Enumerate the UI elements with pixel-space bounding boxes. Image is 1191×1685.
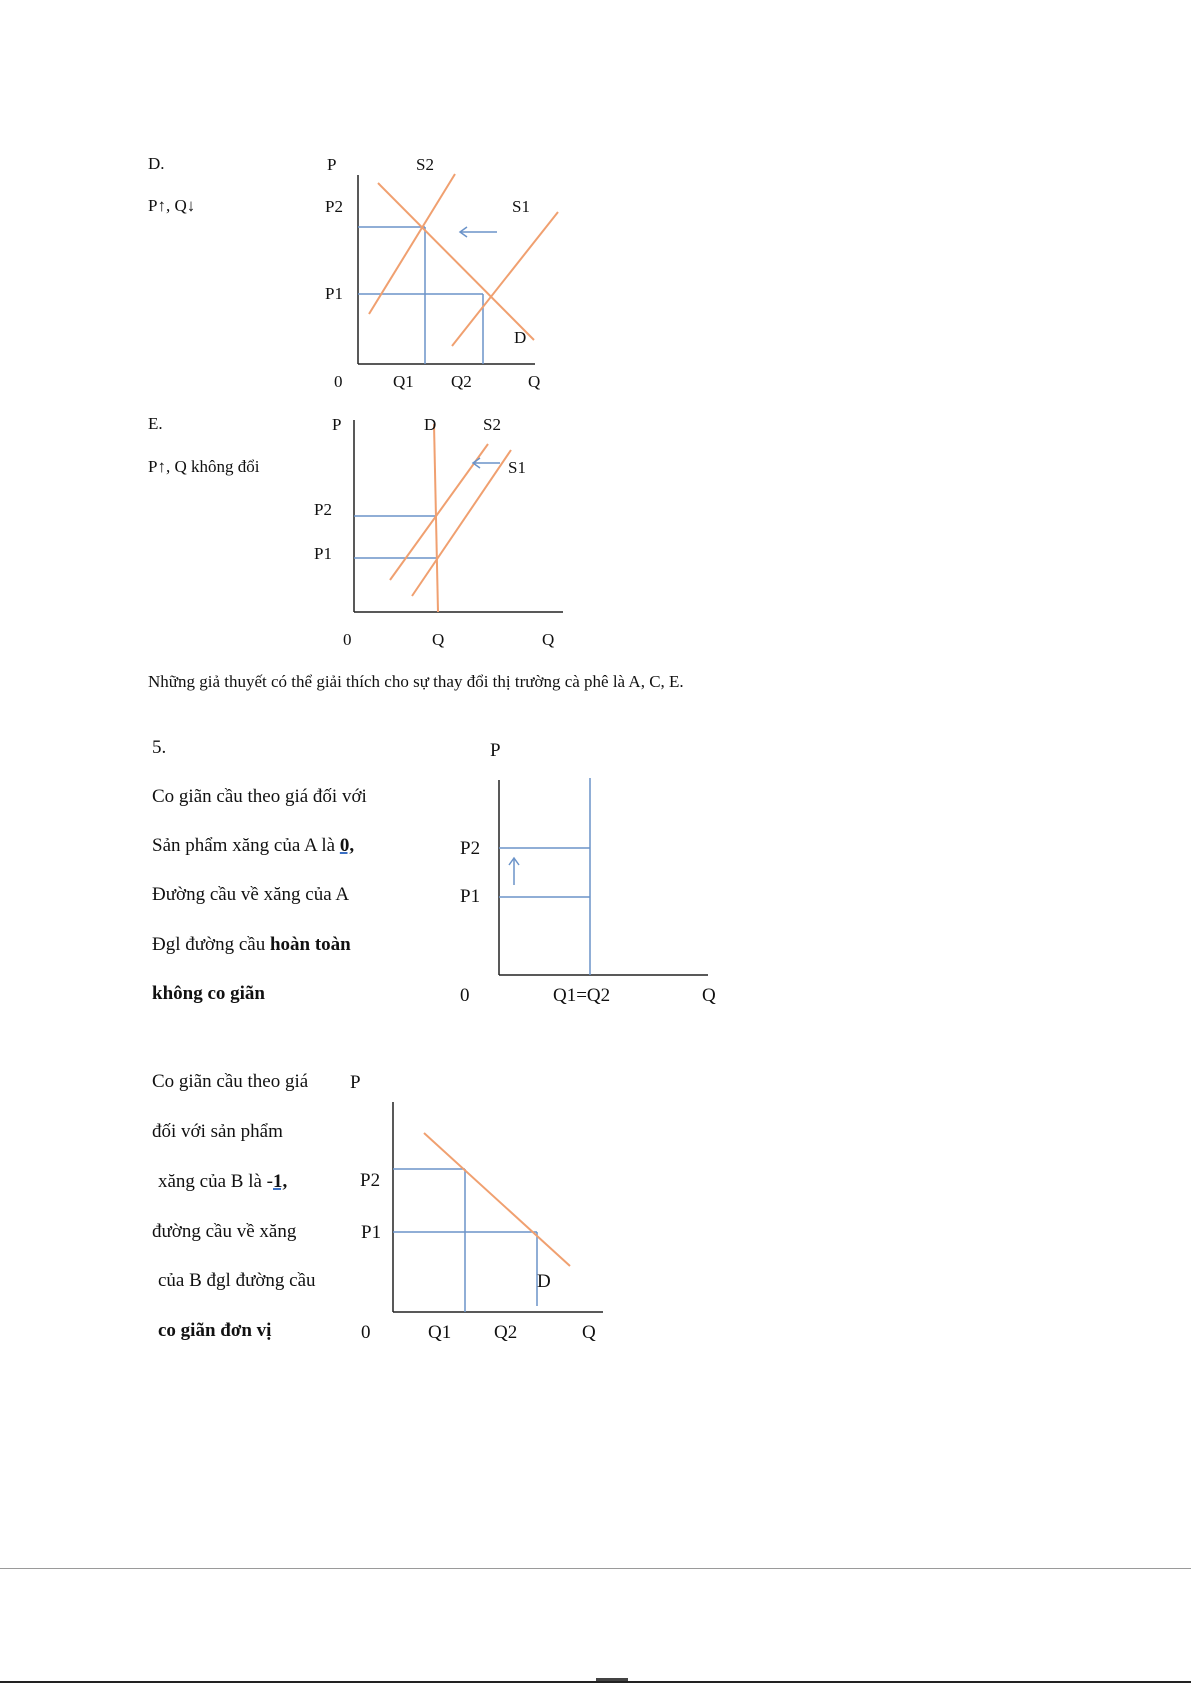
q5b-origin-label: 0 [361, 1322, 371, 1343]
q5b-line2: đối với sản phẩm [152, 1121, 283, 1142]
d-q-axis-label: Q [528, 372, 541, 391]
q5a-q-label: Q1=Q2 [553, 985, 611, 1006]
q5b-d-label: D [537, 1271, 551, 1292]
e-d-label: D [424, 415, 437, 434]
q5b-elasticity-value: 1, [273, 1171, 288, 1192]
q5a-line2-prefix: Sản phẩm xăng của A là [152, 835, 340, 856]
q5a-line3: Đường cầu về xăng của A [152, 884, 350, 905]
e-s2-label: S2 [483, 415, 501, 434]
q5a-p-axis-label: P [490, 740, 501, 761]
q5a-p2-label: P2 [460, 838, 481, 859]
e-q-mid-label: Q [432, 630, 445, 649]
d-p1-label: P1 [325, 284, 343, 303]
e-q-axis-label: Q [542, 630, 555, 649]
page-bottom-edge [0, 1681, 1191, 1683]
e-s1-label: S1 [508, 458, 526, 477]
q5b-p1-label: P1 [361, 1222, 382, 1243]
section-d-letter: D. [148, 154, 165, 173]
section-e-letter: E. [148, 414, 163, 433]
question-5-number: 5. [152, 737, 167, 758]
q5b-p2-label: P2 [360, 1170, 381, 1191]
d-p-axis-label: P [327, 155, 337, 174]
q5b-demand-curve [424, 1133, 570, 1266]
q5b-line3-prefix: xăng của B là - [158, 1171, 274, 1192]
q5a-line5: không co giãn [152, 983, 265, 1004]
q5b-p-axis-label: P [350, 1072, 361, 1093]
q5a-p1-label: P1 [460, 886, 481, 907]
d-s1-label: S1 [512, 197, 530, 216]
section-e-effect: P↑, Q không đổi [148, 457, 260, 476]
q5b-q1-label: Q1 [428, 1322, 452, 1343]
q5a-line4-prefix: Đgl đường cầu [152, 934, 270, 955]
q5b-q2-label: Q2 [494, 1322, 518, 1343]
page-bottom-mark [596, 1678, 628, 1681]
d-d-label: D [514, 328, 527, 347]
d-origin-label: 0 [334, 372, 343, 391]
d-q2-label: Q2 [451, 372, 472, 391]
e-p-axis-label: P [332, 415, 342, 434]
e-p2-label: P2 [314, 500, 332, 519]
d-p2-label: P2 [325, 197, 343, 216]
conclusion-text: Những giả thuyết có thể giải thích cho sự thay đổi thị trường cà phê là A, C, E. [148, 672, 684, 691]
footer-divider [0, 1568, 1191, 1569]
d-q1-label: Q1 [393, 372, 414, 391]
e-origin-label: 0 [343, 630, 352, 649]
section-d-effect: P↑, Q↓ [148, 196, 196, 215]
e-p1-label: P1 [314, 544, 332, 563]
q5a-q-axis-label: Q [702, 985, 716, 1006]
q5b-line6: co giãn đơn vị [158, 1320, 272, 1341]
q5b-line1: Co giãn cầu theo giá [152, 1071, 309, 1092]
q5a-elasticity-value: 0, [339, 835, 355, 856]
q5a-line1: Co giãn cầu theo giá đối với [152, 786, 367, 807]
q5b-q-axis-label: Q [582, 1322, 596, 1343]
d-s2-label: S2 [416, 155, 434, 174]
q5a-origin-label: 0 [460, 985, 470, 1006]
q5a-line4-bold: hoàn toàn [269, 934, 351, 955]
q5b-line4: đường cầu về xăng [152, 1221, 297, 1242]
q5b-line5: của B đgl đường cầu [158, 1270, 316, 1291]
